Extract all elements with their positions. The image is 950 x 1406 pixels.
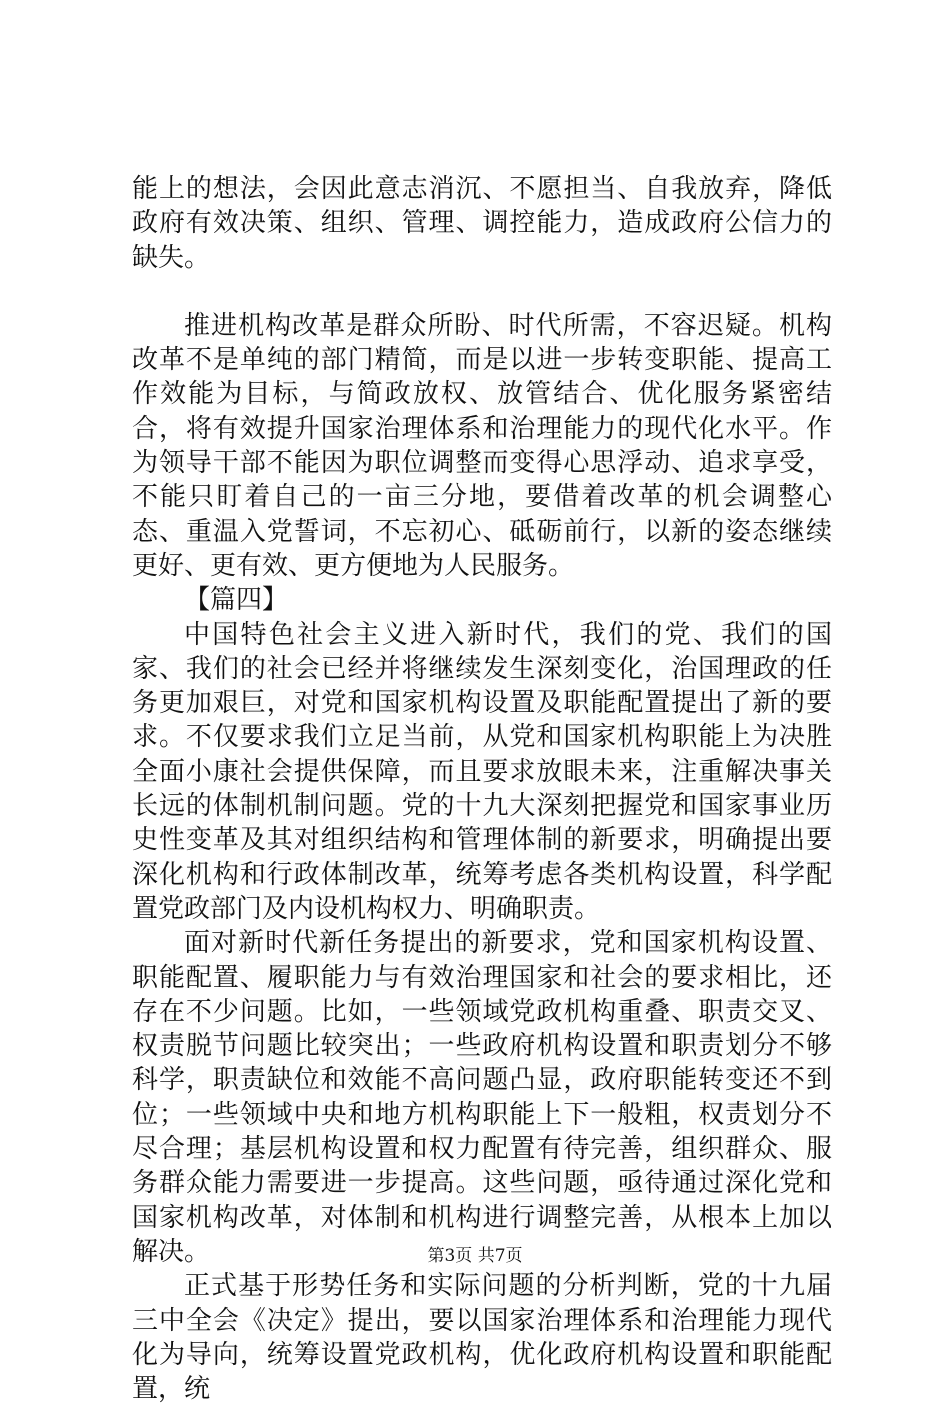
page-number-footer: 第3页 共7页 xyxy=(427,1246,523,1266)
paragraph: 推进机构改革是群众所盼、时代所需，不容迟疑。机构改革不是单纯的部门精简，而是以进一步转变职能、提高工作效能为目标，与简政放权、放管结合、优化服务紧密结合，将有效提升国家治理体系和治理能力的现代化水平。作为领导干部不能因为职位调整而变得心思浮动、追求享受，不能只盯着自己的一亩三分地，要借着改革的机会调整心态、重温入党誓词，不忘初心、砥砺前行，以新的姿态继续更好、更有效、更方便地为人民服务。 xyxy=(132,310,832,581)
paragraph-continuation: 能上的想法，会因此意志消沉、不愿担当、自我放弃，降低政府有效决策、组织、管理、调控能力，造成政府公信力的缺失。 xyxy=(132,174,832,273)
paragraph: 面对新时代新任务提出的新要求，党和国家机构设置、职能配置、履职能力与有效治理国家和社会的要求相比，还存在不少问题。比如，一些领域党政机构重叠、职责交叉、权责脱节问题比较突出；一些政府机构设置和职责划分不够科学，职责缺位和效能不高问题凸显，政府职能转变还不到位；一些领域中央和地方机构职能上下一般粗，权责划分不尽合理；基层机构设置和权力配置有待完善，组织群众、服务群众能力需要进一步提高。这些问题，亟待通过深化党和国家机构改革，对体制和机构进行调整完善，从根本上加以解决。 xyxy=(132,928,832,1267)
paragraph: 正式基于形势任务和实际问题的分析判断，党的十九届三中全会《决定》提出，要以国家治理体系和治理能力现代化为导向，统筹设置党政机构，优化政府机构设置和职能配置，统 xyxy=(132,1271,832,1405)
document-body xyxy=(132,172,832,1406)
paragraph: 中国特色社会主义进入新时代，我们的党、我们的国家、我们的社会已经并将继续发生深刻变化，治国理政的任务更加艰巨，对党和国家机构设置及职能配置提出了新的要求。不仅要求我们立足当前，从党和国家机构职能上为决胜全面小康社会提供保障，而且要求放眼未来，注重解决事关长远的体制机制问题。党的十九大深刻把握党和国家事业历史性变革及其对组织结构和管理体制的新要求，明确提出要深化机构和行政体制改革，统筹考虑各类机构设置，科学配置党政部门及内设机构权力、明确职责。 xyxy=(132,619,832,924)
section-heading: 【篇四】 xyxy=(184,585,289,616)
